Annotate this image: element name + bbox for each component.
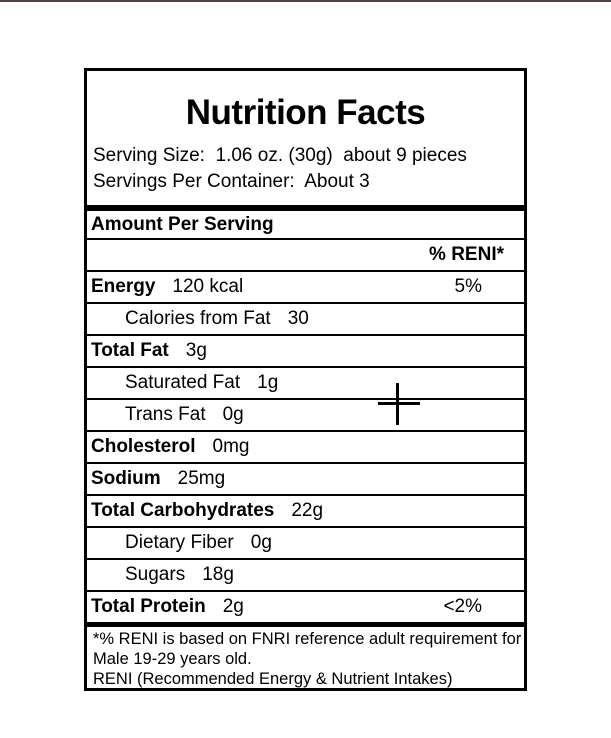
nutrient-value: 1g — [257, 372, 279, 393]
nutrient-value: 25mg — [177, 468, 226, 489]
crosshair-vertical-bar — [396, 383, 399, 425]
nutrient-row-cholesterol — [87, 430, 524, 462]
percent-reni-header: % RENI* — [429, 244, 504, 265]
nutrient-label: Total Carbohydrates — [91, 500, 275, 521]
nutrient-row-total-protein — [87, 590, 524, 622]
nutrient-value: 2g — [222, 596, 244, 617]
footnote-line: RENI (Recommended Energy & Nutrient Intakes) — [93, 670, 453, 688]
nutrient-value: 3g — [185, 340, 207, 361]
nutrient-row-total-carbohydrates — [87, 494, 524, 526]
nutrient-label: Saturated Fat — [125, 372, 241, 393]
window-top-edge — [0, 0, 611, 2]
nutrient-row-calories-from-fat — [87, 302, 524, 334]
nutrient-value: 0g — [222, 404, 244, 425]
nutrient-percent: <2% — [443, 596, 482, 617]
footnote-line: *% RENI is based on FNRI reference adult requirement for — [93, 630, 522, 648]
nutrient-label: Total Protein — [91, 596, 206, 617]
crosshair-horizontal-bar — [378, 402, 420, 405]
nutrient-label: Total Fat — [91, 340, 169, 361]
nutrition-facts-label — [84, 68, 527, 691]
nutrient-value: 120 kcal — [172, 276, 244, 297]
nutrient-row-saturated-fat — [87, 366, 524, 398]
nutrient-label: Trans Fat — [125, 404, 206, 425]
nutrient-label: Energy — [91, 276, 156, 297]
nutrient-row-dietary-fiber — [87, 526, 524, 558]
nutrient-value: 22g — [291, 500, 324, 521]
nutrient-value: 18g — [202, 564, 234, 585]
nutrient-percent: 5% — [454, 276, 482, 297]
section-header-row — [87, 211, 524, 238]
nutrient-value: 0g — [250, 532, 272, 553]
nutrient-label: Sodium — [91, 468, 161, 489]
nutrient-value: 30 — [287, 308, 309, 329]
nutrient-row-sodium — [87, 462, 524, 494]
amount-per-serving-label: Amount Per Serving — [91, 213, 274, 235]
percent-header-row — [87, 238, 524, 270]
nutrient-label: Calories from Fat — [125, 308, 271, 329]
footnote — [87, 627, 524, 689]
nutrient-label: Sugars — [125, 564, 186, 585]
serving-info — [87, 143, 524, 195]
serving-size-line: Serving Size: 1.06 oz. (30g) about 9 pieces — [93, 145, 467, 166]
nutrient-value: 0mg — [212, 436, 250, 457]
nutrient-row-sugars — [87, 558, 524, 590]
nutrient-label: Dietary Fiber — [125, 532, 234, 553]
servings-per-container-line: Servings Per Container: About 3 — [93, 171, 370, 192]
footnote-line: Male 19-29 years old. — [93, 650, 252, 668]
nutrient-row-trans-fat — [87, 398, 524, 430]
nutrient-row-total-fat — [87, 334, 524, 366]
nutrient-row-energy — [87, 270, 524, 302]
label-title: Nutrition Facts — [185, 93, 426, 132]
label-header — [87, 71, 524, 205]
nutrient-label: Cholesterol — [91, 436, 196, 457]
